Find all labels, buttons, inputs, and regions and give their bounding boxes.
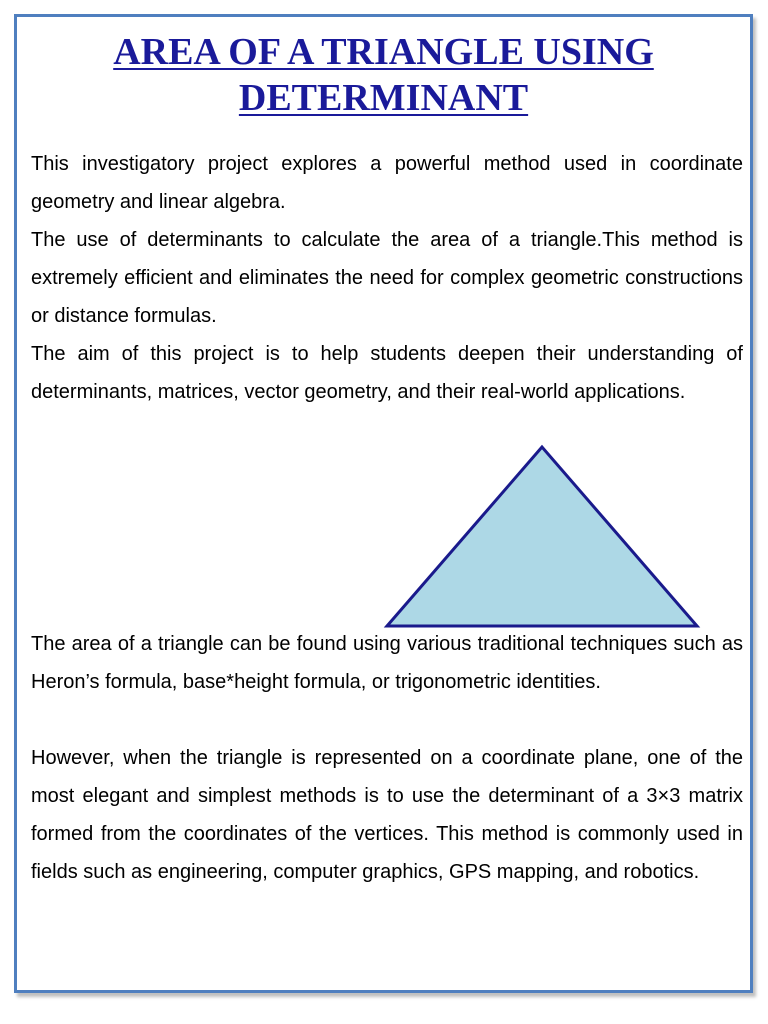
title-line-2 — [17, 75, 750, 121]
document-page — [14, 14, 753, 993]
title-line-1 — [17, 29, 750, 75]
paragraph-intro: This investigatory project explores a powerful method used in coordinate geometry and linear algebra. — [31, 153, 743, 213]
page-title — [17, 29, 750, 121]
paragraph-determinant-method: However, when the triangle is represented on a coordinate plane, one of the most elegant and simplest methods is to use the determinant of a 3×3 matrix formed from the coordinates of the vertices. This method is commonly used in fields such as engineering, computer graphics, GPS mapping, and robotics. — [31, 747, 743, 883]
paragraph-traditional-methods: The area of a triangle can be found using various traditional techniques such as Heron’s formula, base*height formula, or trigonometric identities. — [31, 633, 743, 693]
triangle-illustration — [382, 443, 702, 629]
paragraph-aim: The aim of this project is to help students deepen their understanding of determinants, matrices, vector geometry, and their real-world applications. — [31, 343, 743, 403]
triangle-shape — [387, 447, 697, 626]
title-line-2-text: DETERMINANT — [238, 77, 529, 119]
paragraph-determinants: The use of determinants to calculate the area of a triangle.This method is extremely efficient and eliminates the need for complex geometric constructions or distance formulas. — [31, 229, 743, 327]
title-line-1-text: AREA OF A TRIANGLE USING — [113, 31, 654, 73]
